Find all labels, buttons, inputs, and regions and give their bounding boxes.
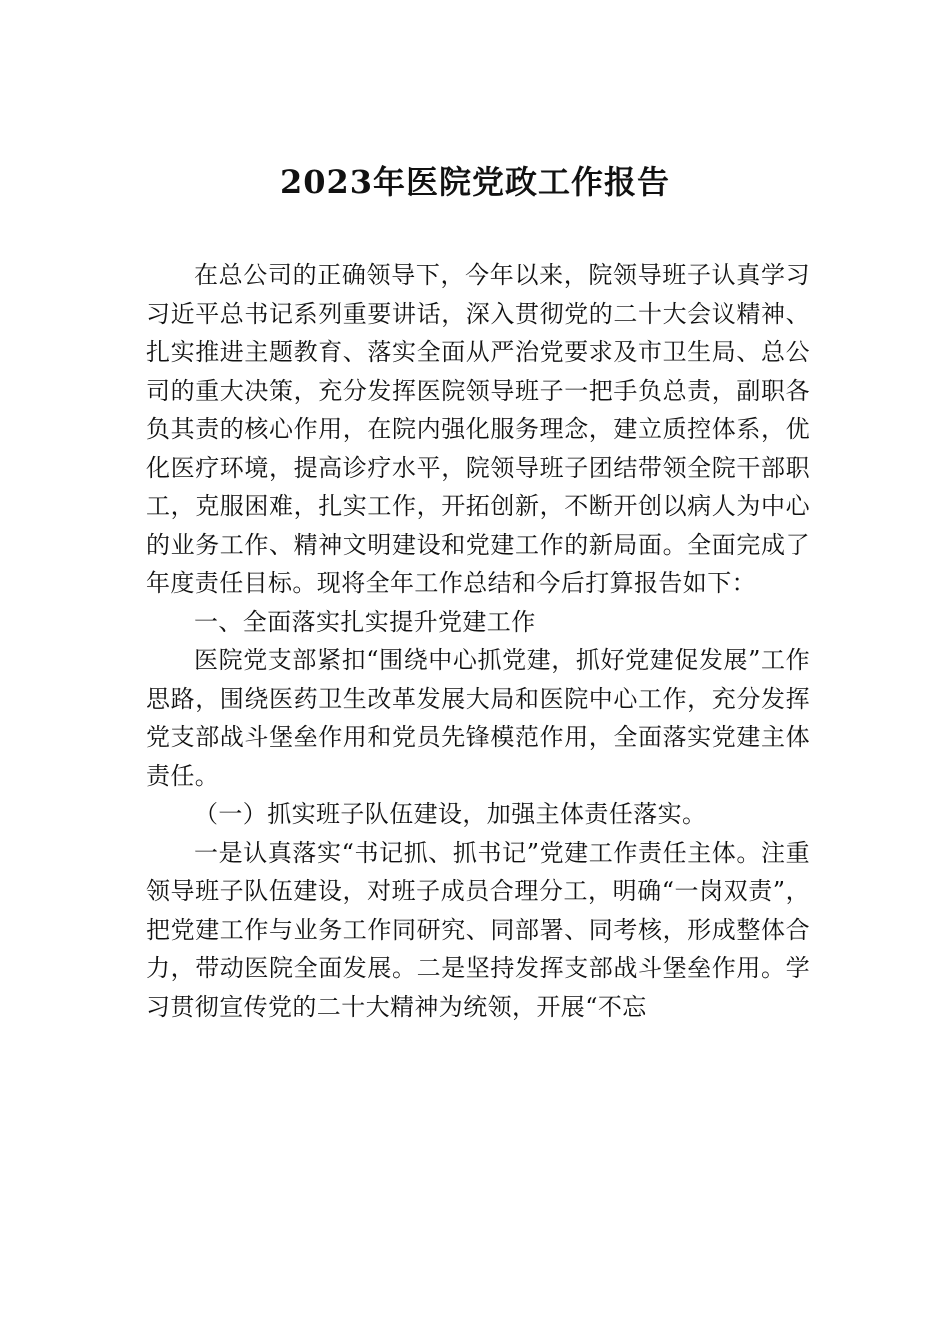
subsection-heading-1: （一）抓实班子队伍建设，加强主体责任落实。: [194, 800, 707, 828]
paragraph-party-branch: 医院党支部紧扣“围绕中心抓党建，抓好党建促发展”工作思路，围绕医药卫生改革发展大局和医院中心工作，充分发挥党支部战斗堡垒作用和党员先锋模范作用，全面落实党建主体责任。: [146, 646, 810, 790]
section-heading-1: 一、全面落实扎实提升党建工作: [194, 607, 536, 636]
paragraph-responsibility: 一是认真落实“书记抓、抓书记”党建工作责任主体。注重领导班子队伍建设，对班子成员合理分工，明确“一岗双责”，把党建工作与业务工作同研究、同部署、同考核，形成整体合力，带动医院全面发展。二是坚持发挥支部战斗堡垒作用。学习贯彻宣传党的二十大精神为统领，开展“不忘: [146, 838, 810, 1021]
paragraph-intro: 在总公司的正确领导下，今年以来，院领导班子认真学习习近平总书记系列重要讲话，深入贯彻党的二十大会议精神、扎实推进主题教育、落实全面从严治党要求及市卫生局、总公司的重大决策，充分发挥医院领导班子一把手负总责，副职各负其责的核心作用，在院内强化服务理念，建立质控体系，优化医疗环境，提高诊疗水平，院领导班子团结带领全院干部职工，克服困难，扎实工作，开拓创新，不断开创以病人为中心的业务工作、精神文明建设和党建工作的新局面。全面完成了年度责任目标。现将全年工作总结和今后打算报告如下：: [146, 261, 810, 597]
document-body: [146, 256, 810, 1026]
document-title: 2023年医院党政工作报告: [279, 163, 671, 201]
